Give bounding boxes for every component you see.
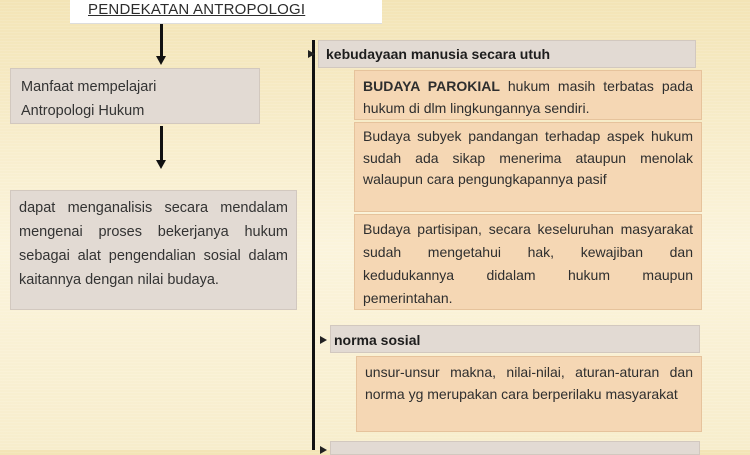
norma-text: unsur-unsur makna, nilai-nilai, aturan-aturan dan norma yg merupakan cara berperilaku masyarakat [365, 364, 693, 402]
bullet-arrow-icon [320, 336, 327, 344]
analisis-box [10, 190, 297, 310]
kebudayaan-heading: kebudayaan manusia secara utuh [326, 46, 551, 62]
parokial-body: hukum masih terbatas pada hukum di dlm lingkungannya sendiri. [363, 78, 694, 116]
title-box [70, 0, 382, 24]
norma-box [356, 356, 702, 432]
norma-heading: norma sosial [334, 332, 421, 348]
parokial-text [363, 76, 693, 119]
next-heading-box [330, 441, 700, 455]
arrow-down-icon [156, 56, 166, 65]
subyek-box [354, 122, 702, 212]
arrow-down-icon [156, 160, 166, 169]
partisipan-text: Budaya partisipan, secara keseluruhan masyarakat sudah mengetahui hak, kewajiban dan kedudukannya didalam hukum maupun pemerintahan. [363, 221, 693, 306]
diagram-title: PENDEKATAN ANTROPOLOGI [88, 1, 306, 18]
partisipan-box [354, 214, 702, 310]
left-connector-top [160, 24, 163, 58]
parokial-box [354, 70, 702, 120]
manfaat-text: Manfaat mempelajari Antropologi Hukum [21, 79, 157, 119]
bullet-arrow-icon [308, 50, 315, 58]
main-spine [312, 40, 315, 450]
analisis-text: dapat menganalisis secara mendalam mengenai proses bekerjanya hukum sebagai alat pengendalian sosial dalam kaitannya dengan nilai budaya. [19, 200, 288, 288]
manfaat-box [10, 68, 260, 124]
parokial-lead: BUDAYA PAROKIAL [363, 78, 500, 94]
left-connector-middle [160, 126, 163, 162]
subyek-text: Budaya subyek pandangan terhadap aspek hukum sudah ada sikap menerima ataupun menolak walaupun cara pengungkapannya pasif [363, 128, 693, 187]
bullet-arrow-icon [320, 446, 327, 454]
